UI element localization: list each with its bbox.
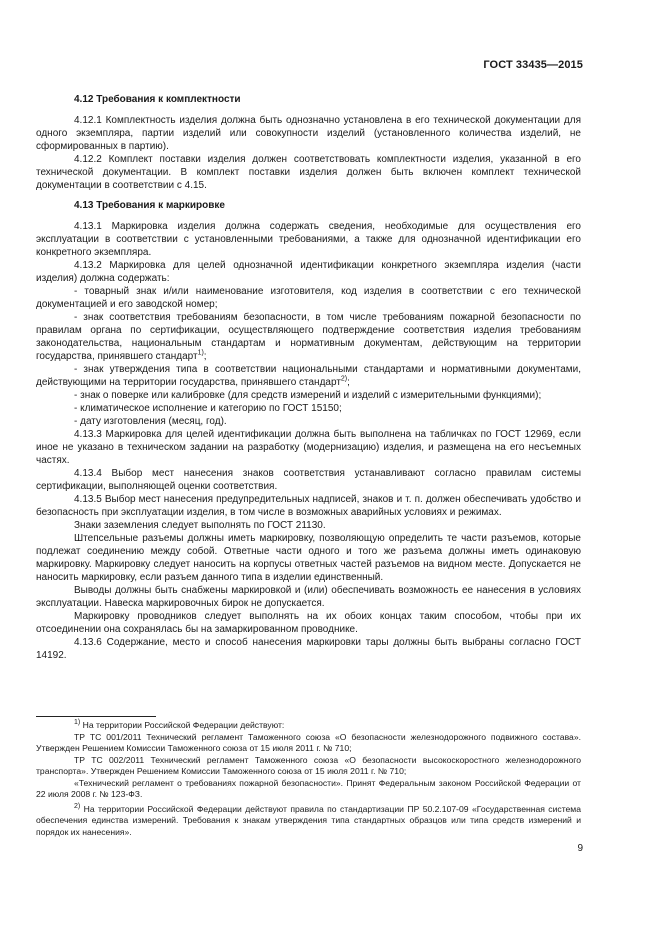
paragraph-4-13-6: 4.13.6 Содержание, место и способ нанесения маркировки тары должны быть выбраны согласно ГОСТ 14192. bbox=[36, 637, 581, 661]
footnote-2: $^{2)}$ На территории Российской Федерации действуют правила по стандартизации ПР 50.2.107-09 «Государственная система обеспечения единства измерений. Требования к знакам утверждения типа стандартных образцов или типа средств измерений и порядок их нанесения». bbox=[36, 802, 581, 837]
list-item-conformity-mark: - знак соответствия требованиям безопасности, в том числе требованиям пожарной безопасности по правилам органа по сертификации, осуществляющего подтверждение соответствия изделия требованиям законодательства, национальным стандартам и нормативным документам, действующим на территории государства, принявшего стандарт$^{1)}$; bbox=[36, 312, 581, 362]
paragraph-4-13-3: 4.13.3 Маркировка для целей идентификации должна быть выполнена на табличках по ГОСТ 12969, если иное не указано в техническом задании на разработку (модернизацию) изделия, и размещена на его несъемных частях. bbox=[36, 429, 581, 466]
section-heading-4-12: 4.12 Требования к комплектности bbox=[74, 94, 241, 105]
footnote-1-item-a: ТР ТС 001/2011 Технический регламент Таможенного союза «О безопасности железнодорожного подвижного состава». Утвержден Решением Комиссии Таможенного союза от 15 июля 2011 г. № 710; bbox=[36, 731, 581, 753]
footnote-1-item-b: ТР ТС 002/2011 Технический регламент Таможенного союза «О безопасности высокоскоростного железнодорожного транспорта». Утвержден Решением Комиссии Таможенного союза от 15 июля 2011 г. № 710; bbox=[36, 754, 581, 776]
list-item-manufacture-date: - дату изготовления (месяц, год). bbox=[74, 416, 227, 427]
footnotes bbox=[36, 720, 581, 838]
footnote-ref-1[interactable]: 1) bbox=[197, 349, 204, 357]
paragraph-4-13-1: 4.13.1 Маркировка изделия должна содержать сведения, необходимые для осуществления его эксплуатации в соответствии с установленными требованиями, а также для однозначной идентификации его конкретного экземпляра. bbox=[36, 221, 581, 258]
paragraph-plug-connectors: Штепсельные разъемы должны иметь маркировку, позволяющую определить те части разъемов, которые подлежат соединению между собой. Ответные части одного и того же разъема должны иметь одинаковую маркировку. Маркировку следует наносить на корпусы ответных частей разъемов на видном месте. Допускается не наносить маркировку, если разъем данного типа в изделии единственный. bbox=[36, 533, 581, 583]
footnote-divider bbox=[36, 716, 156, 717]
paragraph-4-12-2: 4.12.2 Комплект поставки изделия должен соответствовать комплектности изделия, указанной в его технической документации. В комплект поставки изделия должен быть включен комплект технической документации в соответствии с 4.15. bbox=[36, 154, 581, 191]
paragraph-grounding-marks: Знаки заземления следует выполнять по ГОСТ 21130. bbox=[74, 520, 326, 531]
list-item-type-approval-mark: - знак утверждения типа в соответствии национальными стандартами и нормативными документами, действующими на территории государства, принявшего стандарт$^{2)}$; bbox=[36, 364, 581, 388]
document-code-header: ГОСТ 33435—2015 bbox=[483, 59, 583, 71]
main-content bbox=[36, 93, 581, 662]
list-item-verification-mark: - знак о поверке или калибровке (для средств измерений и изделий с измерительными функциями); bbox=[74, 390, 542, 401]
paragraph-4-13-2: 4.13.2 Маркировка для целей однозначной идентификации конкретного экземпляра изделия (части изделия) должна содержать: bbox=[36, 260, 581, 284]
paragraph-terminals: Выводы должны быть снабжены маркировкой и (или) обеспечивать возможность ее нанесения в условиях эксплуатации. Навеска маркировочных бирок не допускается. bbox=[36, 585, 581, 609]
paragraph-conductors: Маркировку проводников следует выполнять на их обоих концах таким способом, чтобы при их отсоединении она сохранялась бы на замаркированном проводнике. bbox=[36, 611, 581, 635]
paragraph-4-12-1: 4.12.1 Комплектность изделия должна быть однозначно установлена в его технической документации для одного экземпляра, партии изделий или совокупности изделий (установленного количества изделий, не сформированных в партию). bbox=[36, 115, 581, 152]
paragraph-4-13-5: 4.13.5 Выбор мест нанесения предупредительных надписей, знаков и т. п. должен обеспечивать удобство и безопасность при эксплуатации изделия, в том числе в возможных аварийных условиях и режимах. bbox=[36, 494, 581, 518]
footnote-1-item-c: «Технический регламент о требованиях пожарной безопасности». Принят Федеральным законом Российской Федерации от 22 июля 2008 г. № 123-ФЗ. bbox=[36, 777, 581, 799]
footnote-ref-2[interactable]: 2) bbox=[340, 375, 348, 383]
list-item-trademark: - товарный знак и/или наименование изготовителя, код изделия в соответствии с его технической документацией и его заводской номер; bbox=[36, 286, 581, 310]
section-heading-4-13: 4.13 Требования к маркировке bbox=[74, 200, 225, 211]
footnote-1-lead: $^{1)}$ На территории Российской Федерации действуют: bbox=[74, 719, 285, 730]
paragraph-4-13-4: 4.13.4 Выбор мест нанесения знаков соответствия устанавливают согласно правилам системы сертификации, выполняющей оценки соответствия. bbox=[36, 468, 581, 492]
page-number: 9 bbox=[577, 843, 583, 854]
list-item-climatic-category: - климатическое исполнение и категорию по ГОСТ 15150; bbox=[74, 403, 342, 414]
